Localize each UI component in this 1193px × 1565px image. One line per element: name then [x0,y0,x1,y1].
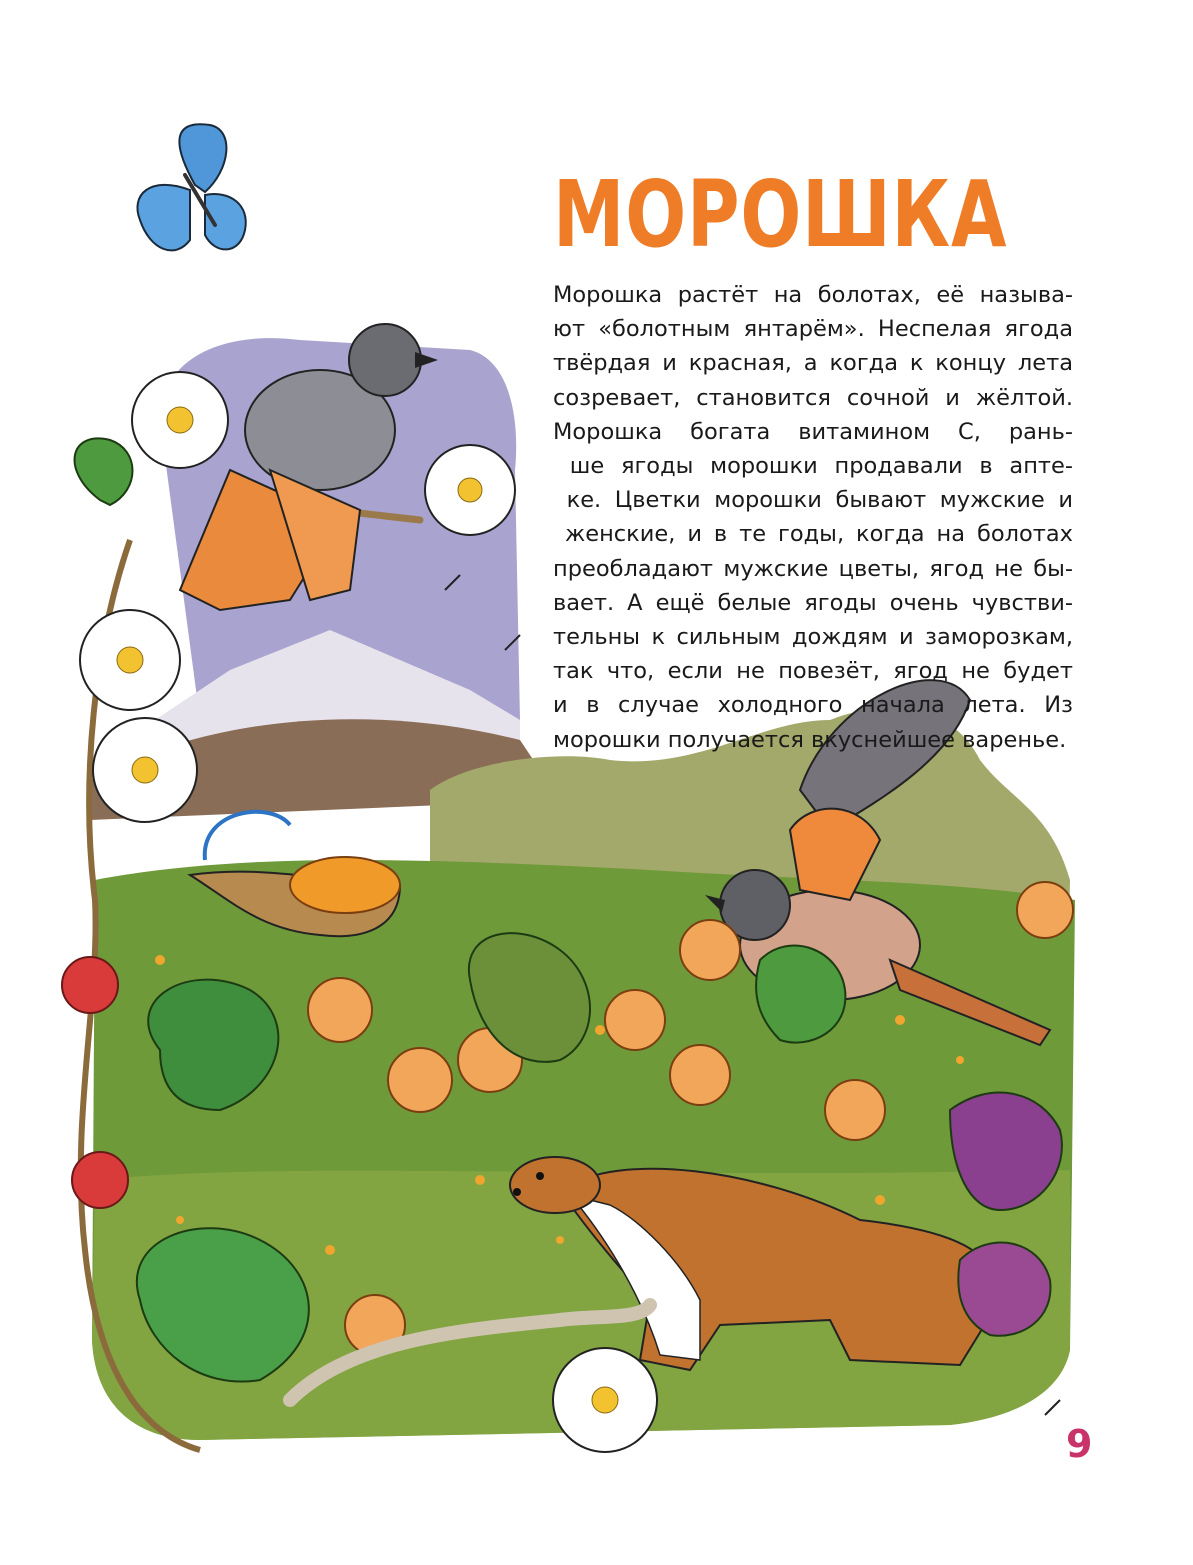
body-line: женские, и в те годы, когда на болотах [553,521,1073,548]
body-line: морошки получается вкуснейшее варенье. [553,726,1067,753]
body-line: твёрдая и красная, а когда к концу лета [553,350,1073,377]
body-line: и в случае холодного начала лета. Из [553,692,1073,719]
body-line: Морошка богата витамином С, рань- [553,418,1073,445]
body-line: преобладают мужские цветы, ягод не бы- [553,555,1073,582]
body-line: ке. Цветки морошки бывают мужские и [553,487,1073,514]
body-line: вает. А ещё белые ягоды очень чувстви- [553,589,1073,616]
body-text [553,278,1073,757]
body-line: ют «болотным янтарём». Неспелая ягода [553,316,1073,343]
body-line: так что, если не повезёт, ягод не будет [553,658,1073,685]
body-line: ше ягоды морошки продавали в апте- [553,453,1073,480]
page-number: 9 [1066,1422,1093,1466]
butterfly-icon [137,124,245,250]
page-title: МОРОШКА [553,161,1008,268]
body-line: созревает, становится сочной и жёлтой. [553,384,1073,411]
body-line: тельны к сильным дождям и заморозкам, [553,624,1073,651]
body-line: Морошка растёт на болотах, её называ- [553,282,1073,308]
